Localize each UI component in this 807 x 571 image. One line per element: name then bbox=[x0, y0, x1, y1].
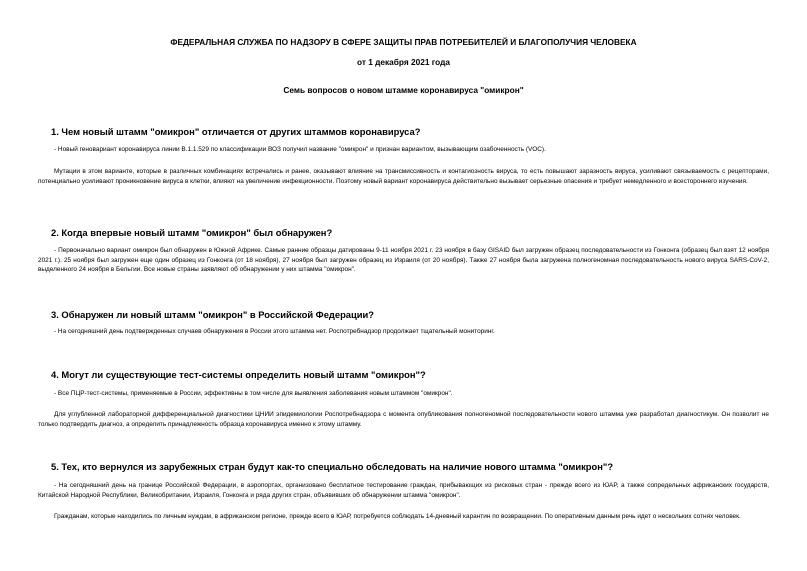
answer-4-paragraph-2: Для углубленной лабораторной дифференциальной диагностики ЦНИИ эпидемиологии Роспотребнадзора с момента опубликования полногеномной последовательности нового штамма уже разработал диагностикум. Он позволит не только подтвердить диагноз, а определить принадлежность образца коронавируса именно к этому штамму. bbox=[38, 411, 769, 428]
answer-3-paragraph-1: - На сегодняшний день подтвержденных случаев обнаружения в России этого штамма нет. Роспотребнадзор продолжает тщательный мониторинг. bbox=[54, 328, 495, 335]
question-5-heading: 5. Тех, кто вернулся из зарубежных стран будут как-то специально обследовать на наличие нового штамма "омикрон"? bbox=[51, 461, 614, 472]
question-4-heading: 4. Могут ли существующие тест-системы определить новый штамм "омикрон"? bbox=[51, 369, 426, 380]
answer-5-paragraph-2: Гражданам, которые находились по личным нуждам, в африканском регионе, прежде всего в ЮАР, потребуется соблюдать 14-дневный карантин по возвращении. По оперативным данным речь идет о нескольких сотнях человек. bbox=[54, 513, 741, 520]
document-date: от 1 декабря 2021 года bbox=[357, 57, 450, 67]
answer-4-paragraph-1: - Все ПЦР-тест-системы, применяемые в России, эффективны в том числе для выявления заболевания новым штаммом "омикрон". bbox=[54, 390, 453, 397]
question-3-heading: 3. Обнаружен ли новый штамм "омикрон" в Российской Федерации? bbox=[51, 309, 375, 320]
question-2-heading: 2. Когда впервые новый штамм "омикрон" был обнаружен? bbox=[51, 227, 333, 238]
answer-5-paragraph-1: - На сегодняшний день на границе Российской Федерации, в аэропортах, организовано бесплатное тестирование граждан, прибывающих из рисковых стран - прежде всего из ЮАР, а также сопредельных африканских государств, Китайской Народной Республики, Великобритании, Израиля, Гонконга и ряда других стран, объявивших об обнаружении штамма "омикрон". bbox=[38, 482, 769, 499]
answer-1-paragraph-2: Мутации в этом варианте, которые в различных комбинациях встречались и ранее, оказывают влияние на трансмиссивность и контагиозность вируса, то есть повышают заразность вируса, усиливают связываемость с рецепторами, потенциально усиливают проникновение вируса в клетки, влияют на увеличение инфекционности. Поэтому новый вариант коронавируса действительно вызывает серьезные опасения и требует немедленного и всестороннего изучения. bbox=[38, 168, 769, 185]
answer-2-paragraph-1: - Первоначально вариант омикрон был обнаружен в Южной Африке. Самые ранние образцы датированы 9-11 ноября 2021 г. 23 ноября в базу GISAID был загружен образец последовательности из Гонконга (образец был взят 12 ноября 2021 г.). 25 ноября был загружен еще один образец из Гонконга (от 18 ноября), 27 ноября был загружен образец из Израиля (от 20 ноября). Также 27 ноября была загружена полногеномная последовательность нового вируса SARS-CoV-2, выделенного 24 ноября в Бельгии. Все новые страны заявляют об обнаружении у них штамма "омикрон". bbox=[38, 247, 769, 274]
answer-1-paragraph-1: - Новый геновариант коронавируса линии B.1.1.529 по классификации ВОЗ получил название "омикрон" и признан вариантом, вызывающим озабоченность (VOC). bbox=[54, 146, 546, 153]
question-1-heading: 1. Чем новый штамм "омикрон" отличается от других штаммов коронавируса? bbox=[51, 126, 421, 137]
document-title: Семь вопросов о новом штамме коронавируса "омикрон" bbox=[283, 85, 524, 95]
agency-heading: ФЕДЕРАЛЬНАЯ СЛУЖБА ПО НАДЗОРУ В СФЕРЕ ЗАЩИТЫ ПРАВ ПОТРЕБИТЕЛЕЙ И БЛАГОПОЛУЧИЯ ЧЕЛОВЕКА bbox=[170, 37, 637, 47]
